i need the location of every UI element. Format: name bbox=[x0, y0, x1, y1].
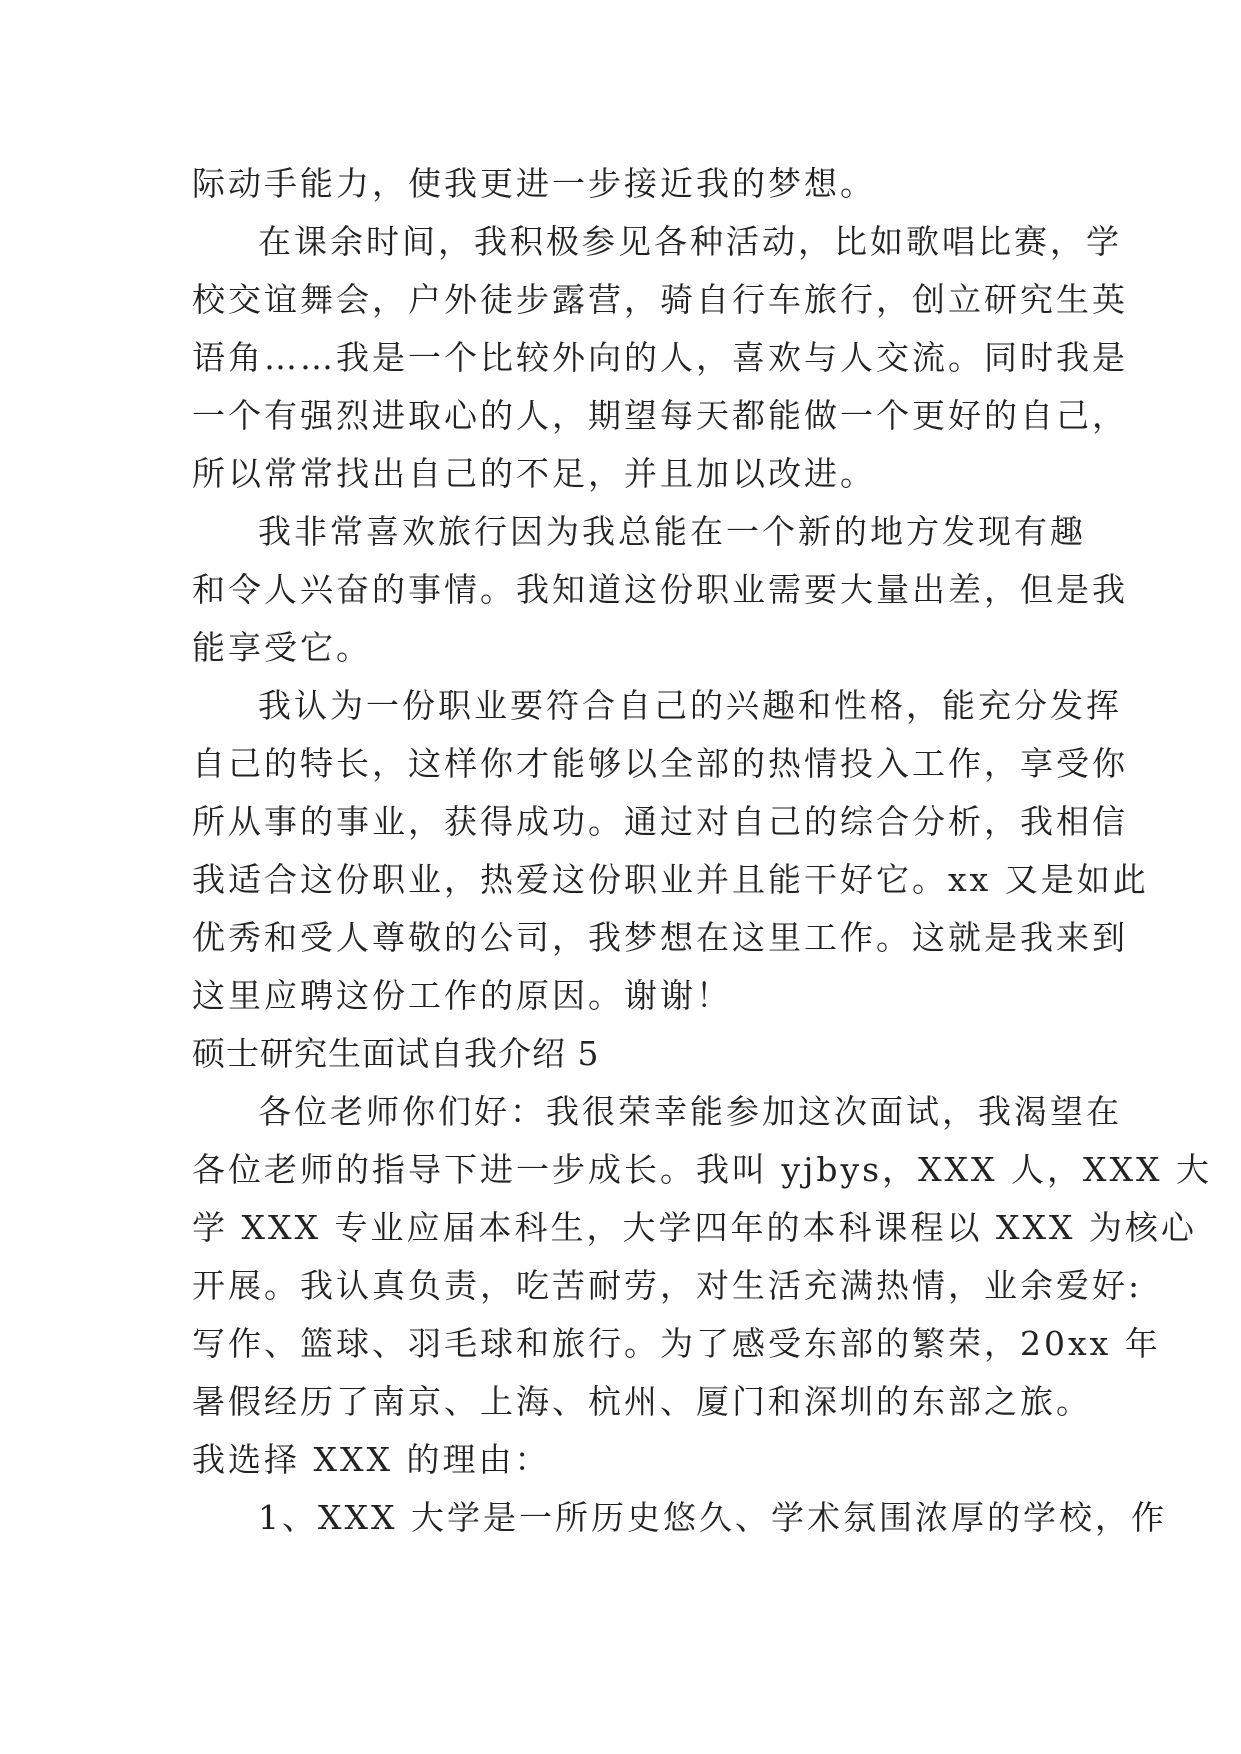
text-line: 暑假经历了南京、上海、杭州、厦门和深圳的东部之旅。 bbox=[192, 1382, 1092, 1421]
paragraph-start-line: 我认为一份职业要符合自己的兴趣和性格，能充分发挥 bbox=[258, 686, 1122, 725]
text-line: 能享受它。 bbox=[192, 628, 372, 667]
text-line: 和令人兴奋的事情。我知道这份职业需要大量出差，但是我 bbox=[192, 570, 1128, 609]
section-heading: 硕士研究生面试自我介绍 5 bbox=[192, 1034, 600, 1073]
text-line: 这里应聘这份工作的原因。谢谢！ bbox=[192, 976, 732, 1015]
text-line: 各位老师的指导下进一步成长。我叫 yjbys，XXX 人，XXX 大 bbox=[192, 1150, 1213, 1189]
text-line: 学 XXX 专业应届本科生，大学四年的本科课程以 XXX 为核心 bbox=[192, 1208, 1197, 1247]
document-body bbox=[192, 155, 1213, 1547]
text-line: 校交谊舞会，户外徒步露营，骑自行车旅行，创立研究生英 bbox=[192, 280, 1128, 319]
paragraph-start-line: 各位老师你们好：我很荣幸能参加这次面试，我渴望在 bbox=[258, 1092, 1122, 1131]
text-line: 一个有强烈进取心的人，期望每天都能做一个更好的自己， bbox=[192, 396, 1128, 435]
text-line: 开展。我认真负责，吃苦耐劳，对生活充满热情，业余爱好: bbox=[192, 1266, 1143, 1305]
text-line: 所以常常找出自己的不足，并且加以改进。 bbox=[192, 454, 876, 493]
text-line: 我选择 XXX 的理由： bbox=[192, 1440, 551, 1479]
text-line: 语角……我是一个比较外向的人，喜欢与人交流。同时我是 bbox=[192, 338, 1128, 377]
list-item-line: 1、XXX 大学是一所历史悠久、学术氛围浓厚的学校，作 bbox=[258, 1498, 1167, 1537]
text-line: 际动手能力，使我更进一步接近我的梦想。 bbox=[192, 164, 876, 203]
text-line: 自己的特长，这样你才能够以全部的热情投入工作，享受你 bbox=[192, 744, 1128, 783]
text-line: 我适合这份职业，热爱这份职业并且能干好它。xx 又是如此 bbox=[192, 860, 1149, 899]
text-line: 所从事的事业，获得成功。通过对自己的综合分析，我相信 bbox=[192, 802, 1128, 841]
paragraph-start-line: 我非常喜欢旅行因为我总能在一个新的地方发现有趣 bbox=[258, 512, 1086, 551]
text-line: 优秀和受人尊敬的公司，我梦想在这里工作。这就是我来到 bbox=[192, 918, 1128, 957]
text-line: 写作、篮球、羽毛球和旅行。为了感受东部的繁荣，20xx 年 bbox=[192, 1324, 1161, 1363]
paragraph-start-line: 在课余时间，我积极参见各种活动，比如歌唱比赛，学 bbox=[258, 222, 1122, 261]
